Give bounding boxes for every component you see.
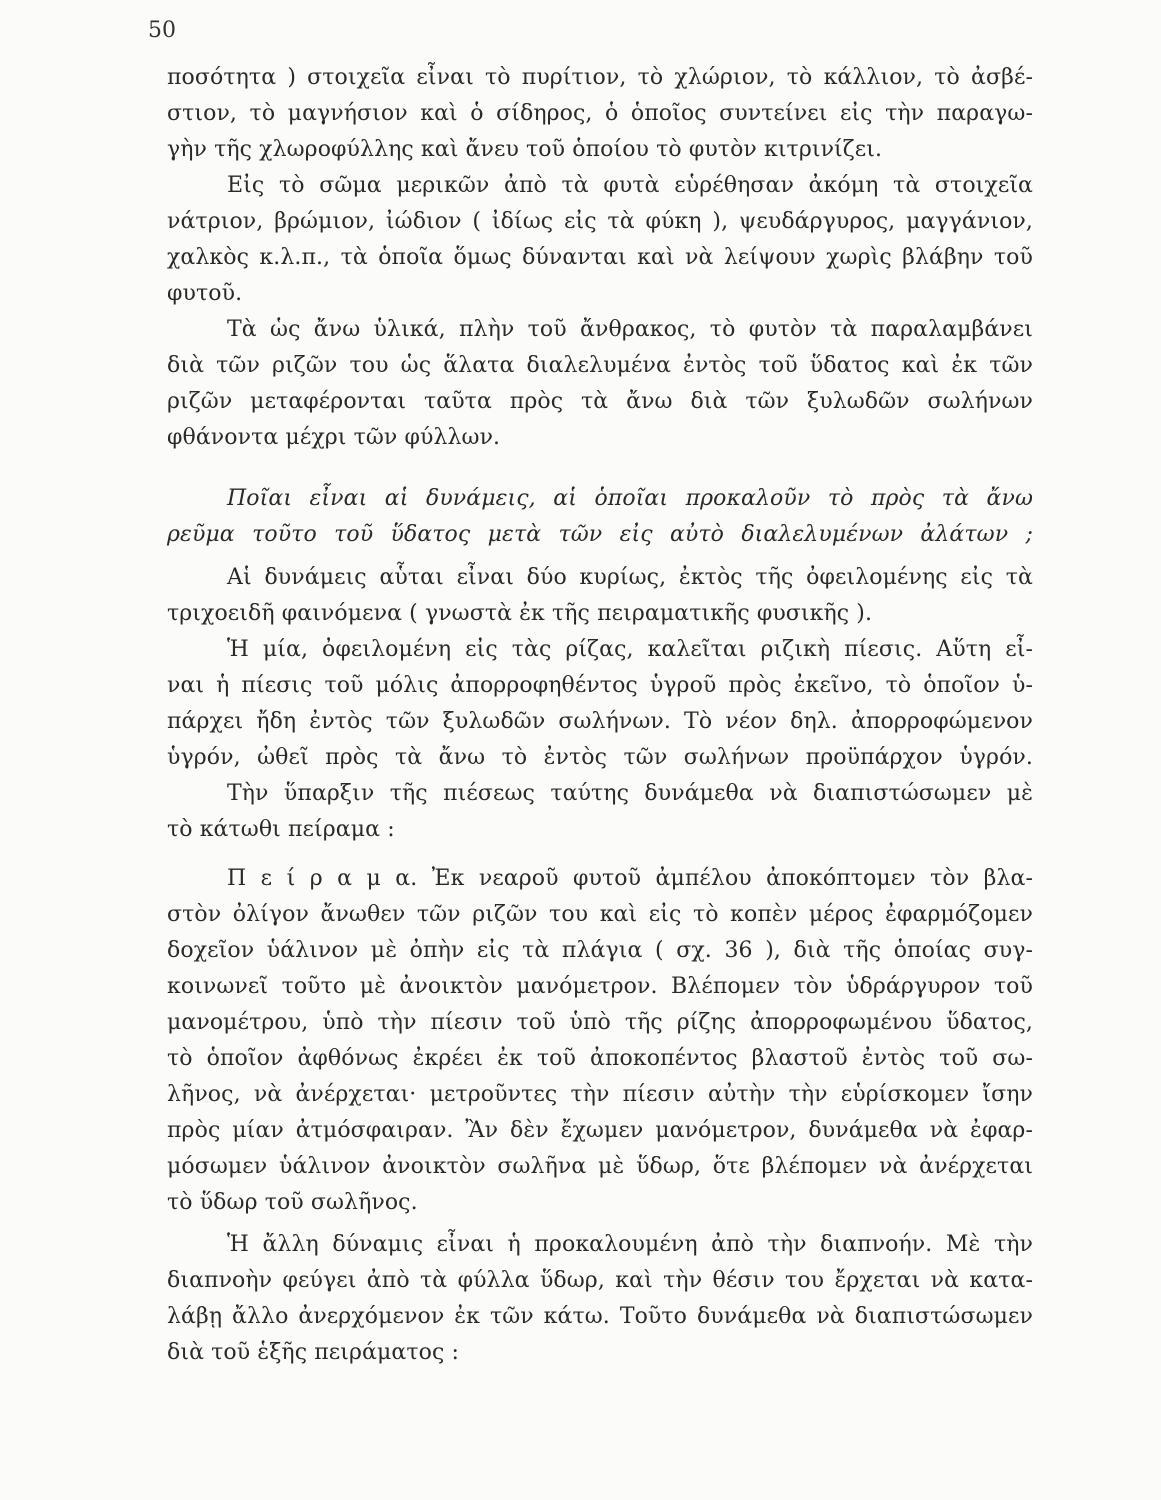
- text-line: τριχοειδῆ φαινόμενα ( γνωστὰ ἐκ τῆς πειραματικῆς φυσικῆς ).: [167, 601, 873, 626]
- text-line: τὸ ὕδωρ τοῦ σωλῆνος.: [167, 1190, 418, 1215]
- text-line: φυτοῦ.: [167, 281, 243, 306]
- text-line: χαλκὸς κ.λ.π., τὰ ὁποῖα ὅμως δύνανται καὶ νὰ λείψουν χωρὶς βλάβην τοῦ: [167, 245, 1033, 270]
- text-line: Εἰς τὸ σῶμα μερικῶν ἀπὸ τὰ φυτὰ εὑρέθησαν ἀκόμη τὰ στοιχεῖα: [227, 173, 1033, 198]
- text-line: δοχεῖον ὑάλινον μὲ ὀπὴν εἰς τὰ πλάγια ( σχ. 36 ), διὰ τῆς ὁποίας συγ-: [167, 938, 1033, 963]
- text-line: τὸ ὁποῖον ἀφθόνως ἐκρέει ἐκ τοῦ ἀποκοπέντος βλαστοῦ ἐντὸς τοῦ σω-: [167, 1046, 1033, 1071]
- question-line: ρεῦμα τοῦτο τοῦ ὕδατος μετὰ τῶν εἰς αὐτὸ διαλελυμένων ἀλάτων ;: [167, 522, 1033, 547]
- text-line: Ἡ μία, ὀφειλομένη εἰς τὰς ρίζας, καλεῖται ριζικὴ πίεσις. Αὕτη εἶ-: [227, 637, 1033, 662]
- text-line: στιον, τὸ μαγνήσιον καὶ ὁ σίδηρος, ὁ ὁποῖος συντείνει εἰς τὴν παραγω-: [167, 101, 1033, 126]
- text-line: λάβῃ ἄλλο ἀνερχόμενον ἐκ τῶν κάτω. Τοῦτο δυνάμεθα νὰ διαπιστώσωμεν: [167, 1304, 1033, 1329]
- text-line: κοινωνεῖ τοῦτο μὲ ἀνοικτὸν μανόμετρον. Βλέπομεν τὸν ὑδράργυρον τοῦ: [167, 974, 1033, 999]
- text-line: στὸν ὀλίγον ἄνωθεν τῶν ριζῶν του καὶ εἰς τὸ κοπὲν μέρος ἐφαρμόζομεν: [167, 902, 1033, 927]
- text-line: Ἡ ἄλλη δύναμις εἶναι ἡ προκαλουμένη ἀπὸ τὴν διαπνοήν. Μὲ τὴν: [227, 1232, 1033, 1257]
- question-line: Ποῖαι εἶναι αἱ δυνάμεις, αἱ ὁποῖαι προκαλοῦν τὸ πρὸς τὰ ἄνω: [227, 486, 1033, 511]
- text-line: ριζῶν μεταφέρονται ταῦτα πρὸς τὰ ἄνω διὰ τῶν ξυλωδῶν σωλήνων: [167, 389, 1033, 414]
- text-line: φθάνοντα μέχρι τῶν φύλλων.: [167, 425, 501, 450]
- text-line: μόσωμεν ὑάλινον ἀνοικτὸν σωλῆνα μὲ ὕδωρ, ὅτε βλέπομεν νὰ ἀνέρχεται: [167, 1154, 1033, 1179]
- text-line: ναι ἡ πίεσις τοῦ μόλις ἀπορροφηθέντος ὑγροῦ πρὸς ἐκεῖνο, τὸ ὁποῖον ὑ-: [167, 673, 1033, 698]
- text-line: διὰ τοῦ ἑξῆς πειράματος :: [167, 1340, 459, 1365]
- text-line: διὰ τῶν ριζῶν του ὡς ἅλατα διαλελυμένα ἐντὸς τοῦ ὕδατος καὶ ἐκ τῶν: [167, 353, 1033, 378]
- text-line: μανομέτρου, ὑπὸ τὴν πίεσιν τοῦ ὑπὸ τῆς ρίζης ἀπορροφωμένου ὕδατος,: [167, 1010, 1033, 1035]
- text-line: γὴν τῆς χλωροφύλλης καὶ ἄνευ τοῦ ὁποίου τὸ φυτὸν κιτρινίζει.: [167, 137, 883, 162]
- text-line: Τὰ ὡς ἄνω ὑλικά, πλὴν τοῦ ἄνθρακος, τὸ φυτὸν τὰ παραλαμβάνει: [227, 317, 1033, 342]
- text-line: λῆνος, νὰ ἀνέρχεται· μετροῦντες τὴν πίεσιν αὐτὴν τὴν εὑρίσκομεν ἴσην: [167, 1082, 1033, 1107]
- text-line: νάτριον, βρώμιον, ἰώδιον ( ἰδίως εἰς τὰ φύκη ), ψευδάργυρος, μαγγάνιον,: [167, 209, 1033, 234]
- text-line: διαπνοὴν φεύγει ἀπὸ τὰ φύλλα ὕδωρ, καὶ τὴν θέσιν του ἔρχεται νὰ κατα-: [167, 1268, 1033, 1293]
- text-line: Τὴν ὕπαρξιν τῆς πιέσεως ταύτης δυνάμεθα νὰ διαπιστώσωμεν μὲ: [227, 781, 1033, 806]
- page-number: 50: [148, 18, 176, 43]
- text-line: Αἱ δυνάμεις αὗται εἶναι δύο κυρίως, ἐκτὸς τῆς ὀφειλομένης εἰς τὰ: [227, 565, 1033, 590]
- text-line: πρὸς μίαν ἀτμόσφαιραν. Ἂν δὲν ἔχωμεν μανόμετρον, δυνάμεθα νὰ ἐφαρ-: [167, 1118, 1033, 1143]
- text-line: πάρχει ἤδη ἐντὸς τῶν ξυλωδῶν σωλήνων. Τὸ νέον δηλ. ἀπορροφώμενον: [167, 709, 1033, 734]
- text-line: ὑγρόν, ὠθεῖ πρὸς τὰ ἄνω τὸ ἐντὸς τῶν σωλήνων προϋπάρχον ὑγρόν.: [167, 745, 1033, 770]
- text-line: τὸ κάτωθι πείραμα :: [167, 817, 395, 842]
- text-line: ποσότητα ) στοιχεῖα εἶναι τὸ πυρίτιον, τὸ χλώριον, τὸ κάλλιον, τὸ ἀσβέ-: [167, 65, 1033, 90]
- experiment-line: Π ε ί ρ α μ α. Ἐκ νεαροῦ φυτοῦ ἀμπέλου ἀποκόπτομεν τὸν βλα-: [227, 866, 1033, 891]
